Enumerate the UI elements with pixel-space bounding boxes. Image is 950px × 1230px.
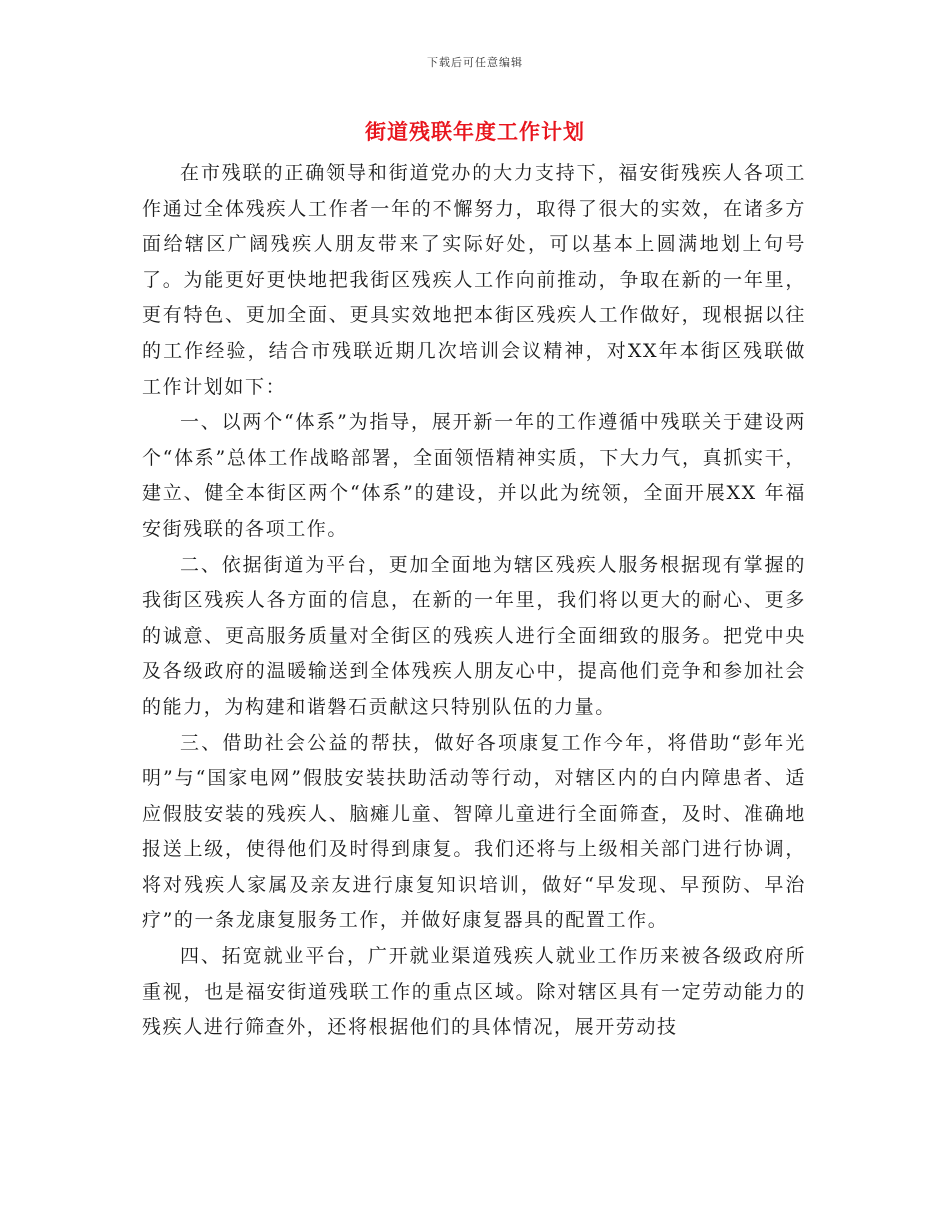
document-title: 街道残联年度工作计划 xyxy=(365,119,585,144)
paragraph-intro: 在市残联的正确领导和街道党办的大力支持下，福安街残疾人各项工作通过全体残疾人工作者一年的不懈努力，取得了很大的实效，在诸多方面给辖区广阔残疾人朋友带来了实际好处，可以基本上圆满地划上句号了。为能更好更快地把我街区残疾人工作向前推动，争取在新的一年里，更有特色、更加全面、更具实效地把本街区残疾人工作做好，现根据以往的工作经验，结合市残联近期几次培训会议精神，对XX年本街区残联做工作计划如下： xyxy=(142,162,806,398)
paragraph-section-4: 四、拓宽就业平台，广开就业渠道残疾人就业工作历来被各级政府所重视，也是福安街道残联工作的重点区域。除对辖区具有一定劳动能力的残疾人进行筛查外，还将根据他们的具体情况，展开劳动技 xyxy=(142,945,806,1039)
paragraph-section-3: 三、借助社会公益的帮扶，做好各项康复工作今年，将借助“彭年光明”与“国家电网”假肢安装扶助活动等行动，对辖区内的白内障患者、适应假肢安装的残疾人、脑瘫儿童、智障儿童进行全面筛查，及时、准确地报送上级，使得他们及时得到康复。我们还将与上级相关部门进行协调，将对残疾人家属及亲友进行康复知识培训，做好“早发现、早预防、早治疗”的一条龙康复服务工作，并做好康复器具的配置工作。 xyxy=(142,731,806,932)
paragraph-section-1: 一、以两个“体系”为指导，展开新一年的工作遵循中残联关于建设两个“体系”总体工作战略部署，全面领悟精神实质，下大力气，真抓实干，建立、健全本街区两个“体系”的建设，并以此为统领，全面开展XX 年福安街残联的各项工作。 xyxy=(142,411,806,540)
document-body xyxy=(142,156,806,1046)
header-note: 下载后可任意编辑 xyxy=(427,56,523,69)
paragraph-section-2: 二、依据街道为平台，更加全面地为辖区残疾人服务根据现有掌握的我街区残疾人各方面的信息，在新的一年里，我们将以更大的耐心、更多的诚意、更高服务质量对全街区的残疾人进行全面细致的服务。把党中央及各级政府的温暖输送到全体残疾人朋友心中，提高他们竞争和参加社会的能力，为构建和谐磐石贡献这只特别队伍的力量。 xyxy=(142,553,806,718)
